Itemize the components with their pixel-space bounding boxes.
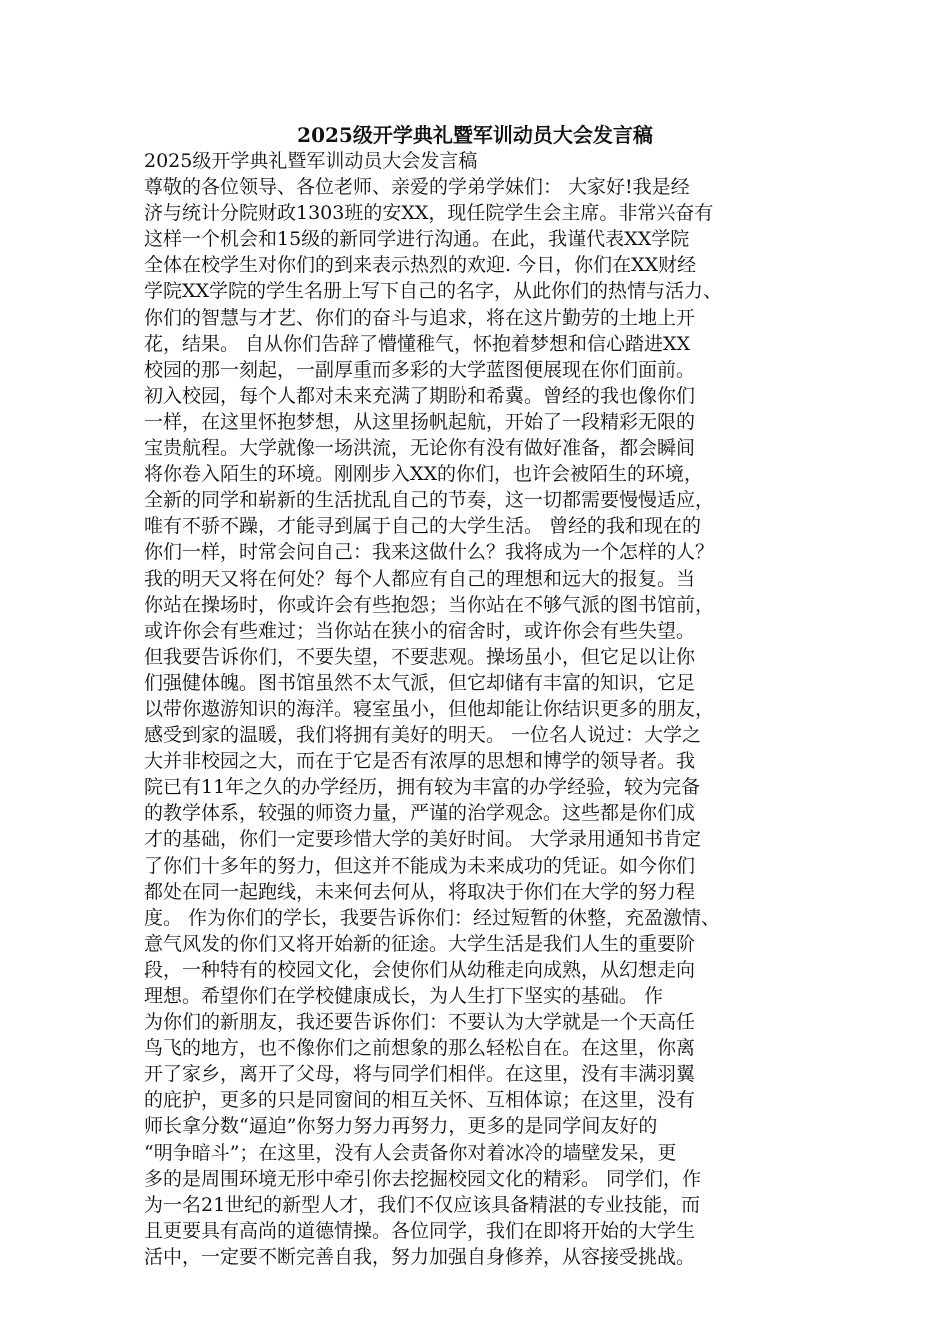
- body-line: 你站在操场时，你或许会有些抱怨；当你站在不够气派的图书馆前，: [144, 593, 715, 616]
- body-line: 师长拿分数“逼迫”你努力努力再努力，更多的是同学间友好的: [144, 1115, 658, 1138]
- body-line: 为一名21世纪的新型人才，我们不仅应该具备精湛的专业技能，而: [144, 1193, 701, 1216]
- body-line: 都处在同一起跑线，未来何去何从，将取决于你们在大学的努力程: [144, 880, 696, 903]
- body-line: “明争暗斗”；在这里，没有人会责备你对着冰冷的墙壁发呆，更: [144, 1141, 677, 1164]
- document-title: 2025级开学典礼暨军训动员大会发言稿: [297, 123, 653, 147]
- body-line: 这样一个机会和15级的新同学进行沟通。在此，我谨代表XX学院: [144, 228, 690, 251]
- body-line: 一样，在这里怀抱梦想，从这里扬帆起航，开始了一段精彩无限的: [144, 410, 696, 433]
- body-line: 学院XX学院的学生名册上写下自己的名字，从此你们的热情与活力、: [144, 280, 723, 303]
- body-line: 意气风发的你们又将开始新的征途。大学生活是我们人生的重要阶: [144, 932, 696, 955]
- body-line: 花，结果。 自从你们告辞了懵懂稚气，怀抱着梦想和信心踏进XX: [144, 332, 691, 355]
- body-line: 济与统计分院财政1303班的安XX，现任院学生会主席。非常兴奋有: [144, 202, 714, 225]
- body-line: 但我要告诉你们，不要失望，不要悲观。操场虽小，但它足以让你: [144, 645, 696, 668]
- body-line: 才的基础，你们一定要珍惜大学的美好时间。 大学录用通知书肯定: [144, 828, 702, 851]
- body-line: 的庇护，更多的只是同窗间的相互关怀、互相体谅；在这里，没有: [144, 1089, 696, 1112]
- body-line: 校园的那一刻起，一副厚重而多彩的大学蓝图便展现在你们面前。: [144, 358, 696, 381]
- body-line: 初入校园，每个人都对未来充满了期盼和希冀。曾经的我也像你们: [144, 384, 696, 407]
- body-line: 活中，一定要不断完善自我，努力加强自身修养，从容接受挑战。: [144, 1245, 696, 1268]
- body-line: 你们的智慧与才艺、你们的奋斗与追求，将在这片勤劳的土地上开: [144, 306, 696, 329]
- body-line: 将你卷入陌生的环境。刚刚步入XX的你们，也许会被陌生的环境，: [144, 463, 704, 486]
- body-line: 以带你遨游知识的海洋。寝室虽小，但他却能让你结识更多的朋友，: [144, 697, 715, 720]
- body-line: 们强健体魄。图书馆虽然不太气派，但它却储有丰富的知识，它足: [144, 671, 696, 694]
- body-line: 全新的同学和崭新的生活扰乱自己的节奏，这一切都需要慢慢适应，: [144, 489, 715, 512]
- body-line: 段，一种特有的校园文化，会使你们从幼稚走向成熟，从幻想走向: [144, 958, 696, 981]
- body-line: 全体在校学生对你们的到来表示热烈的欢迎. 今日，你们在XX财经: [144, 254, 697, 277]
- body-line: 你们一样，时常会问自己：我来这做什么？我将成为一个怎样的人？: [144, 541, 715, 564]
- document-body: [144, 148, 824, 1270]
- body-line: 为你们的新朋友，我还要告诉你们：不要认为大学就是一个天高任: [144, 1011, 696, 1034]
- body-line: 2025级开学典礼暨军训动员大会发言稿: [144, 150, 478, 172]
- body-line: 院已有11年之久的办学经历，拥有较为丰富的办学经验，较为完备: [144, 776, 701, 799]
- body-line: 了你们十多年的努力，但这并不能成为未来成功的凭证。如今你们: [144, 854, 696, 877]
- body-line: 宝贵航程。大学就像一场洪流，无论你有没有做好准备，都会瞬间: [144, 437, 696, 460]
- body-line: 大并非校园之大，而在于它是否有浓厚的思想和博学的领导者。我: [144, 750, 696, 773]
- body-line: 多的是周围环境无形中牵引你去挖掘校园文化的精彩。 同学们，作: [144, 1167, 702, 1190]
- body-line: 鸟飞的地方，也不像你们之前想象的那么轻松自在。在这里，你离: [144, 1037, 696, 1060]
- body-line: 理想。希望你们在学校健康成长，为人生打下坚实的基础。 作: [144, 985, 664, 1007]
- body-line: 我的明天又将在何处？每个人都应有自己的理想和远大的报复。当: [144, 567, 696, 590]
- body-line: 唯有不骄不躁，才能寻到属于自己的大学生活。 曾经的我和现在的: [144, 515, 702, 538]
- body-line: 尊敬的各位领导、各位老师、亲爱的学弟学妹们： 大家好!我是经: [144, 176, 690, 199]
- body-line: 度。 作为你们的学长，我要告诉你们：经过短暂的休整，充盈激情、: [144, 906, 721, 929]
- body-line: 且更要具有高尚的道德情操。各位同学，我们在即将开始的大学生: [144, 1219, 696, 1242]
- body-line: 或许你会有些难过；当你站在狭小的宿舍时，或许你会有些失望。: [144, 619, 696, 642]
- body-line: 开了家乡，离开了父母，将与同学们相伴。在这里，没有丰满羽翼: [144, 1063, 696, 1086]
- body-line: 感受到家的温暖，我们将拥有美好的明天。 一位名人说过：大学之: [144, 724, 702, 747]
- body-line: 的教学体系，较强的师资力量，严谨的治学观念。这些都是你们成: [144, 802, 696, 825]
